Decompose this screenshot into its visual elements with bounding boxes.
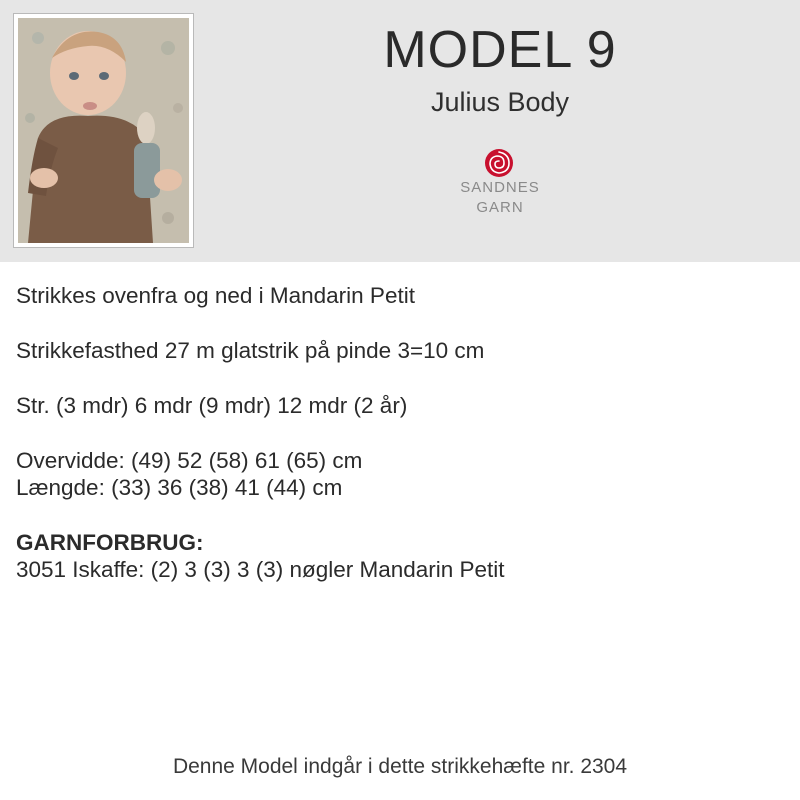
yarn-usage-text: 3051 Iskaffe: (2) 3 (3) 3 (3) nøgler Mandarin Petit <box>16 557 505 582</box>
model-subtitle: Julius Body <box>430 87 570 117</box>
chest-width-text: Overvidde: (49) 52 (58) 61 (65) cm <box>16 448 363 473</box>
photo-frame <box>13 13 194 248</box>
length-text: Længde: (33) 36 (38) 41 (44) cm <box>16 475 343 500</box>
sizes-text: Str. (3 mdr) 6 mdr (9 mdr) 12 mdr (2 år) <box>16 393 408 418</box>
sandnes-garn-logo <box>440 146 560 226</box>
yarn-usage-heading: GARNFORBRUG: <box>16 530 204 555</box>
booklet-note: Denne Model indgår i dette strikkehæfte nr. 2304 <box>172 755 628 778</box>
logo-text-garn: GARN <box>476 199 524 216</box>
gauge-text: Strikkefasthed 27 m glatstrik på pinde 3=10 cm <box>16 338 485 363</box>
knit-method-text: Strikkes ovenfra og ned i Mandarin Petit <box>16 283 415 308</box>
rose-logo-icon <box>482 148 516 178</box>
model-title: MODEL 9 <box>383 21 617 79</box>
model-photo <box>18 18 189 243</box>
header-panel <box>0 0 800 262</box>
logo-text-sandnes: SANDNES <box>460 179 540 196</box>
